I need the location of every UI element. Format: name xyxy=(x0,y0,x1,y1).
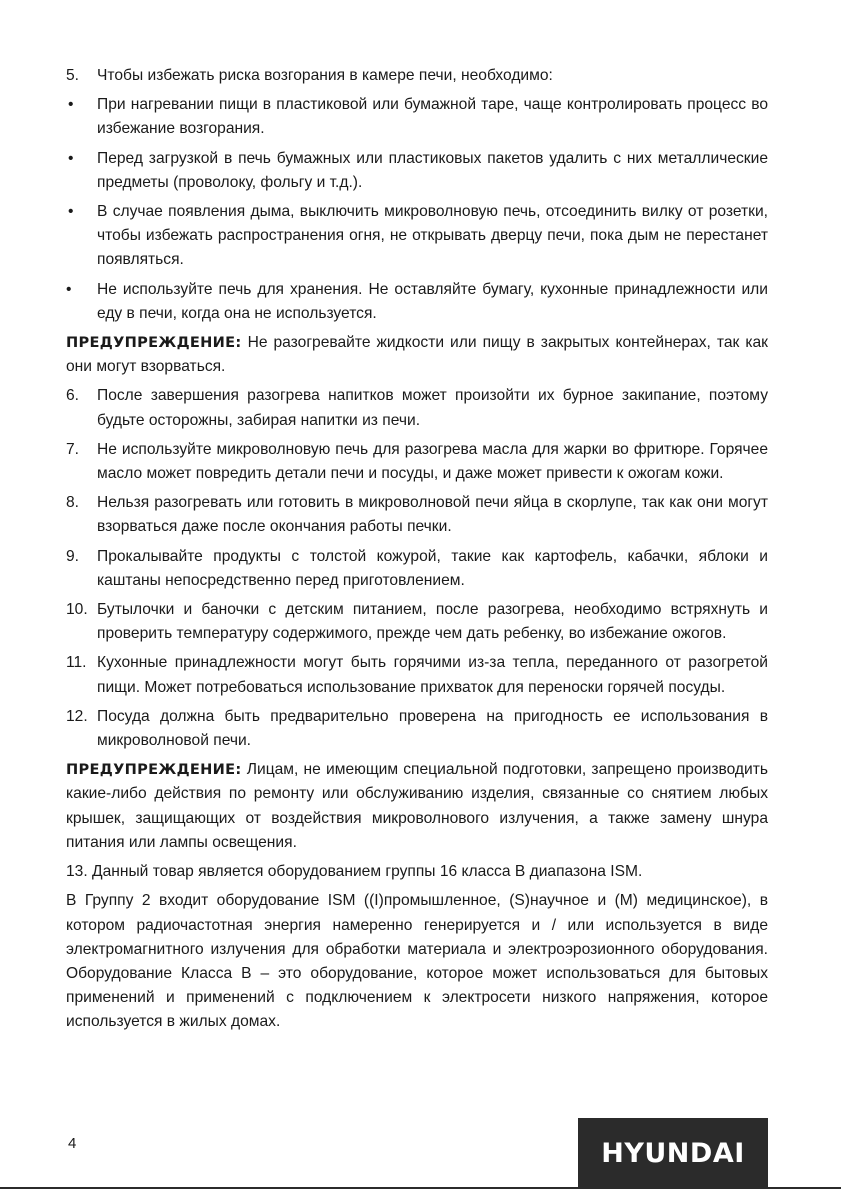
item-text: Не используйте печь для хранения. Не оставляйте бумагу, кухонные принадлежности или еду в печи, когда она не используется. xyxy=(97,280,768,322)
item-marker: 10. xyxy=(66,601,88,619)
logo-text: HYUNDAI xyxy=(601,1138,745,1169)
list-item-5 xyxy=(66,64,768,88)
item-marker: 11. xyxy=(66,654,87,672)
list-item-11 xyxy=(66,651,768,699)
warning-label: ПРЕДУПРЕЖДЕНИЕ: xyxy=(66,334,242,352)
bullet-item xyxy=(66,200,768,273)
list-item-10 xyxy=(66,598,768,646)
list-item-6 xyxy=(66,384,768,432)
list-item-7 xyxy=(66,438,768,486)
bullet-marker: • xyxy=(68,96,74,114)
item-text: Прокалывайте продукты с толстой кожурой, такие как картофель, кабачки, яблоки и каштаны непосредственно перед приготовлением. xyxy=(97,547,768,589)
item-marker: 5. xyxy=(66,67,80,84)
page-number: 4 xyxy=(68,1135,77,1152)
item-marker: 12. xyxy=(66,707,88,725)
warning-text: Не разогревайте жидкости или пищу в закрытых контейнерах, так как они могут взорваться. xyxy=(66,334,768,376)
item-text: После завершения разогрева напитков может произойти их бурное закипание, поэтому будьте осторожны, забирая напитки из печи. xyxy=(97,387,768,429)
ism-paragraph: В Группу 2 входит оборудование ISM ((I)промышленное, (S)научное и (M) медицинское), в котором радиочастотная энергия намеренно генерируется и / или используется в виде электромагнитного излучения для обработки материала и электроэрозионного оборудования. Оборудование Класса В – это оборудование, которое может использоваться для бытовых применений и применений с подключением к электросети низкого напряжения, которое используется в жилых домах. xyxy=(66,892,768,1031)
warning-text: Лицам, не имеющим специальной подготовки, запрещено производить какие-либо действия по ремонту или обслуживанию изделия, связанные со снятием любых крышек, защищающих от воздействия микроволнового излучения, а также замену шнура питания или лампы освещения. xyxy=(66,761,768,851)
bullet-item xyxy=(66,278,768,326)
warning-label: ПРЕДУПРЕЖДЕНИЕ: xyxy=(66,761,242,779)
bullet-marker: • xyxy=(68,149,74,167)
item-text: Чтобы избежать риска возгорания в камере печи, необходимо: xyxy=(97,67,553,84)
bullet-item xyxy=(66,93,768,141)
item-text: Посуда должна быть предварительно проверена на пригодность ее использования в микроволновой печи. xyxy=(97,707,768,750)
item-text: Нельзя разогревать или готовить в микроволновой печи яйца в скорлупе, так как они могут взорваться даже после окончания работы печки. xyxy=(97,494,768,536)
item-text: Перед загрузкой в печь бумажных или пластиковых пакетов удалить с них металлические предметы (проволоку, фольгу и т.д.). xyxy=(97,149,768,191)
list-item-13: 13. Данный товар является оборудованием группы 16 класса В диапазона ISM. xyxy=(66,863,643,881)
list-item-9 xyxy=(66,545,768,593)
item-marker: 8. xyxy=(66,494,80,512)
item-marker: 6. xyxy=(66,387,80,405)
item-text: Кухонные принадлежности могут быть горячими из-за тепла, переданного от разогретой пищи. Может потребоваться использование прихваток для переноски горячей посуды. xyxy=(97,654,768,696)
item-text: Не используйте микроволновую печь для разогрева масла для жарки во фритюре. Горячее масло может повредить детали печи и посуды, и даже может привести к ожогам кожи. xyxy=(97,440,768,483)
item-marker: 7. xyxy=(66,440,80,458)
item-text: При нагревании пищи в пластиковой или бумажной таре, чаще контролировать процесс во избежание возгорания. xyxy=(97,96,768,138)
warning-paragraph-2 xyxy=(66,758,768,855)
item-text: В случае появления дыма, выключить микроволновую печь, отсоединить вилку от розетки, чтобы избежать распространения огня, не открывать дверцу печи, пока дым не перестанет появляться. xyxy=(97,203,768,269)
list-item-8 xyxy=(66,491,768,539)
item-marker: 9. xyxy=(66,547,80,565)
bullet-item xyxy=(66,147,768,195)
bullet-marker: • xyxy=(66,280,72,298)
hyundai-logo xyxy=(578,1118,768,1189)
item-text: Бутылочки и баночки с детским питанием, после разогрева, необходимо встряхнуть и проверить температуру содержимого, прежде чем дать ребенку, во избежание ожогов. xyxy=(97,601,768,643)
document-body xyxy=(66,64,768,1040)
list-item-12 xyxy=(66,705,768,753)
bullet-marker: • xyxy=(68,203,74,221)
warning-paragraph-1 xyxy=(66,331,768,379)
